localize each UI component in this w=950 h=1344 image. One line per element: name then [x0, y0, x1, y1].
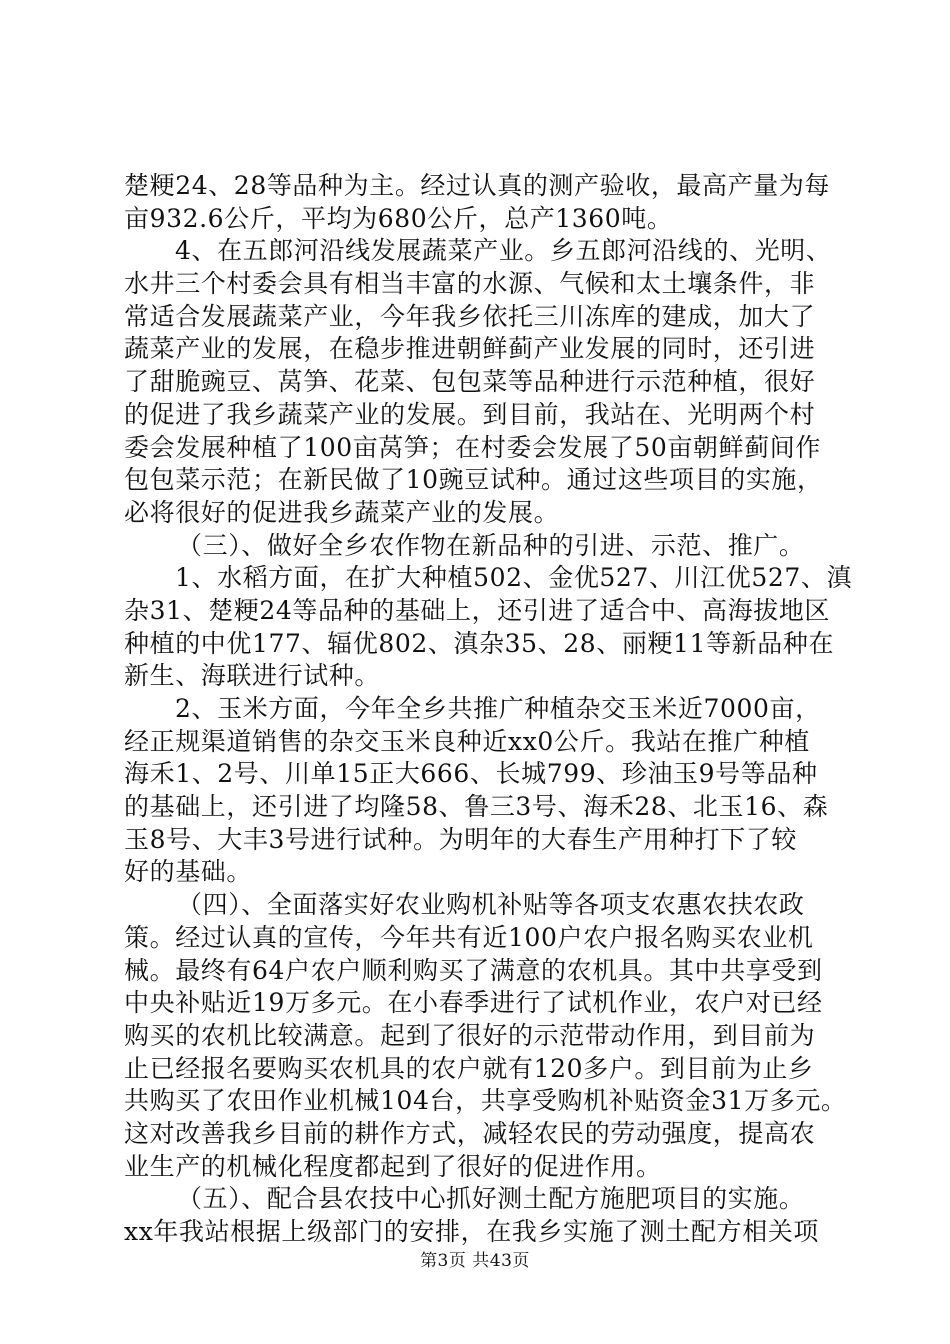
text-line: 策。经过认真的宣传，今年共有近100户农户报名购买农业机 — [124, 922, 814, 952]
text-line: 杂31、楚粳24等品种的基础上，还引进了适合中、高海拔地区 — [124, 595, 831, 625]
text-line: 业生产的机械化程度都起到了很好的促进作用。 — [124, 1151, 662, 1181]
text-line: 常适合发展蔬菜产业，今年我乡依托三川冻库的建成，加大了 — [124, 301, 816, 331]
text-line: 必将很好的促进我乡蔬菜产业的发展。 — [124, 497, 560, 527]
text-line: 了甜脆豌豆、莴笋、花菜、包包菜等品种进行示范种植，很好 — [124, 367, 816, 397]
text-line: 新生、海联进行试种。 — [124, 661, 381, 691]
section-heading: （五）、配合县农技中心抓好测土配方施肥项目的实施。 — [177, 1184, 805, 1214]
text-line: 中央补贴近19万多元。在小春季进行了试机作业，农户对已经 — [124, 988, 823, 1018]
text-line: 玉8号、大丰3号进行试种。为明年的大春生产用种打下了较 — [124, 824, 798, 854]
body-text — [124, 170, 853, 1249]
text-line: 这对改善我乡目前的耕作方式，减轻农民的劳动强度，提高农 — [124, 1118, 816, 1148]
paragraph-start: 1、水稻方面，在扩大种植502、金优527、川江优527、滇 — [175, 563, 853, 593]
section-heading: （四）、全面落实好农业购机补贴等各项支农惠农扶农政 — [177, 890, 805, 920]
text-line: 共购买了农田作业机械104台，共享受购机补贴资金31万多元。 — [124, 1086, 847, 1116]
text-line: 水井三个村委会具有相当丰富的水源、气候和太土壤条件，非 — [124, 269, 816, 299]
text-line: 亩932.6公斤，平均为680公斤，总产1360吨。 — [124, 203, 673, 233]
text-line: 好的基础。 — [124, 857, 253, 887]
page-number-footer: 第3页 共43页 — [420, 1251, 530, 1271]
paragraph-start: 2、玉米方面，今年全乡共推广种植杂交玉米近7000亩， — [175, 694, 821, 723]
paragraph-start: 4、在五郎河沿线发展蔬菜产业。乡五郎河沿线的、光明、 — [175, 236, 832, 266]
text-line: 购买的农机比较满意。起到了很好的示范带动作用，到目前为 — [124, 1020, 816, 1050]
text-line: xx年我站根据上级部门的安排，在我乡实施了测土配方相关项 — [124, 1217, 820, 1246]
text-line: 委会发展种植了100亩莴笋；在村委会发展了50亩朝鲜蓟间作 — [124, 432, 821, 462]
text-line: 种植的中优177、辐优802、滇杂35、28、丽粳11等新品种在 — [124, 628, 835, 658]
text-line: 止已经报名要购买农机具的农户就有120多户。到目前为止乡 — [124, 1053, 814, 1083]
section-heading: （三）、做好全乡农作物在新品种的引进、示范、推广。 — [177, 530, 805, 560]
text-line: 楚粳24、28等品种为主。经过认真的测产验收，最高产量为每 — [124, 171, 831, 200]
text-line: 械。最终有64户农户顺利购买了满意的农机具。其中共享受到 — [124, 955, 823, 985]
text-line: 的基础上，还引进了均隆58、鲁三3号、海禾28、北玉16、森 — [124, 792, 829, 822]
text-line: 的促进了我乡蔬菜产业的发展。到目前，我站在、光明两个村 — [124, 399, 816, 429]
text-line: 蔬菜产业的发展，在稳步推进朝鲜蓟产业发展的同时，还引进 — [124, 334, 816, 364]
text-line: 海禾1、2号、川单15正大666、长城799、珍油玉9号等品种 — [124, 759, 818, 789]
text-line: 包包菜示范；在新民做了10豌豆试种。通过这些项目的实施， — [124, 465, 823, 495]
text-line: 经正规渠道销售的杂交玉米良种近xx0公斤。我站在推广种植 — [124, 726, 810, 756]
